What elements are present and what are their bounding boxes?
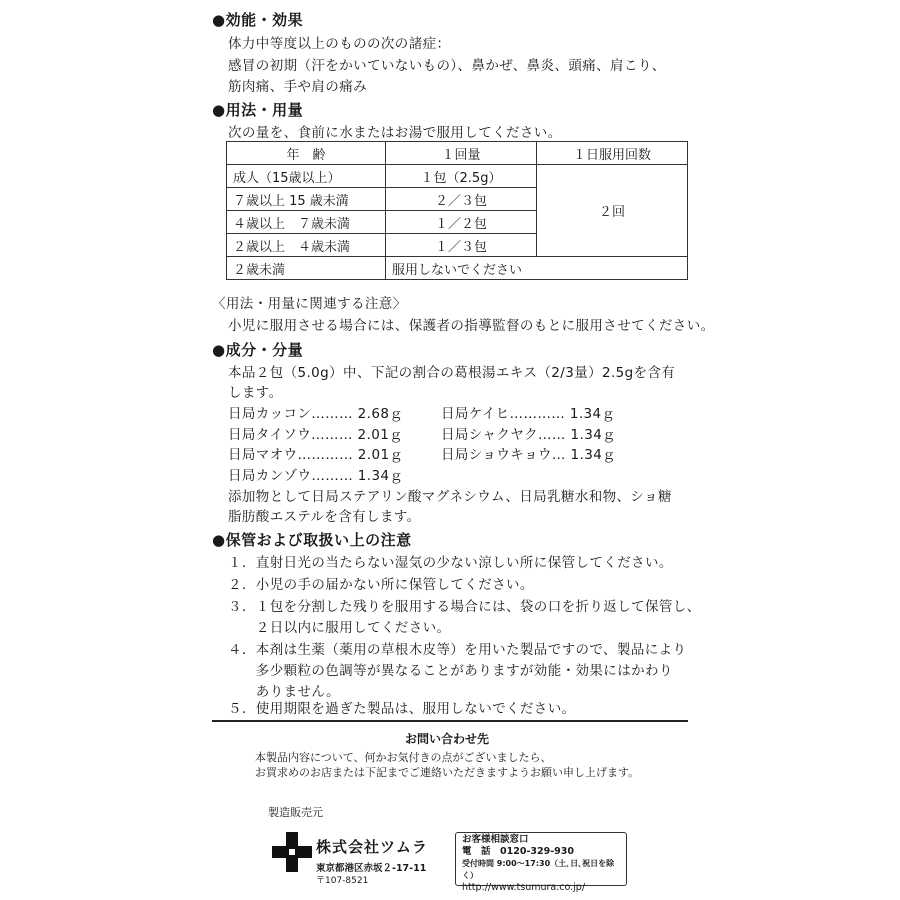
ingredients-intro: します。 [228, 385, 283, 401]
tsumura-logo-icon [272, 832, 312, 872]
ingredient-item: 日局シャクヤク…… 1.34ｇ [441, 427, 617, 443]
website-link[interactable]: http://www.tsumura.co.jp/ [462, 882, 586, 893]
table-cell-amount: １／３包 [386, 234, 537, 257]
table-cell-amount: １包（2.5g） [386, 165, 537, 188]
ingredient-item: 日局マオウ………… 2.01ｇ [228, 447, 404, 463]
table-cell-age: ４歳以上 ７歳未満 [227, 211, 386, 234]
dosage-table [226, 141, 688, 280]
ingredients-heading: ●成分・分量 [212, 341, 304, 359]
inquiry-heading: お問い合わせ先 [405, 732, 490, 746]
storage-line: ４．本剤は生薬（薬用の草根木皮等）を用いた製品ですので、製品により [228, 642, 687, 658]
table-cell-times: ２回 [537, 165, 688, 257]
table-cell-age: ２歳未満 [227, 257, 386, 280]
storage-line: １．直射日光の当たらない湿気の少ない涼しい所に保管してください。 [228, 555, 673, 571]
table-cell-amount: １／２包 [386, 211, 537, 234]
table-header-row [227, 142, 688, 165]
table-cell-amount: ２／３包 [386, 188, 537, 211]
ingredient-item: 日局ケイヒ………… 1.34ｇ [441, 406, 616, 422]
ingredient-item: 日局タイソウ……… 2.01ｇ [228, 427, 404, 443]
table-header: 年 齢 [227, 142, 386, 165]
ingredient-item: 日局カッコン……… 2.68ｇ [228, 406, 404, 422]
table-row [227, 165, 688, 188]
company-address: 東京都港区赤坂２-17-11 [316, 863, 427, 874]
storage-line: ２日以内に服用してください。 [228, 620, 451, 636]
customer-service-phone: 電 話 0120-329-930 [462, 846, 574, 857]
inquiry-line: 本製品内容について、何かお気付きの点がございましたら、 [255, 751, 552, 764]
table-cell-age: ７歳以上 15 歳未満 [227, 188, 386, 211]
dosage-note: 小児に服用させる場合には、保護者の指導監督のもとに服用させてください。 [228, 318, 715, 334]
efficacy-line: 筋肉痛、手や肩の痛み [228, 79, 367, 95]
dosage-intro: 次の量を、食前に水またはお湯で服用してください。 [228, 125, 562, 141]
ingredient-item: 日局ショウキョウ… 1.34ｇ [441, 447, 617, 463]
customer-service-title: お客様相談窓口 [462, 834, 529, 845]
table-cell-age: ２歳以上 ４歳未満 [227, 234, 386, 257]
table-row [227, 257, 688, 280]
table-header: １日服用回数 [537, 142, 688, 165]
company-postal: 〒107-8521 [316, 876, 369, 886]
ingredient-item: 日局カンゾウ……… 1.34ｇ [228, 468, 404, 484]
inquiry-line: お買求めのお店または下記までご連絡いただきますようお願い申し上げます。 [255, 766, 640, 779]
storage-line: ありません。 [228, 684, 341, 700]
additives-line: 脂肪酸エステルを含有します。 [228, 509, 421, 525]
storage-heading: ●保管および取扱い上の注意 [212, 531, 412, 549]
storage-line: ３．１包を分割した残りを服用する場合には、袋の口を折り返して保管し、 [228, 599, 701, 615]
customer-service-hours: 受付時間 9:00〜17:30（土､日､祝日を除く） [462, 859, 615, 880]
table-cell-note: 服用しないでください [386, 257, 688, 280]
efficacy-line: 体力中等度以上のものの次の諸症： [228, 36, 451, 52]
dosage-note-heading: 〈用法・用量に関連する注意〉 [212, 296, 407, 312]
storage-line: ５．使用期限を過ぎた製品は、服用しないでください。 [228, 701, 576, 717]
dosage-heading: ●用法・用量 [212, 101, 304, 119]
customer-service-box [455, 832, 627, 893]
efficacy-line: 感冒の初期（汗をかいていないもの）、鼻かぜ、鼻炎、頭痛、肩こり、 [228, 58, 666, 74]
table-cell-age: 成人（15歳以上） [227, 165, 386, 188]
additives-line: 添加物として日局ステアリン酸マグネシウム、日局乳糖水和物、ショ糖 [228, 489, 672, 505]
divider [212, 720, 688, 722]
storage-line: ２．小児の手の届かない所に保管してください。 [228, 577, 534, 593]
maker-label: 製造販売元 [268, 806, 323, 819]
company-name: 株式会社ツムラ [316, 838, 428, 856]
efficacy-heading: ●効能・効果 [212, 11, 304, 29]
ingredients-intro: 本品２包（5.0g）中、下記の割合の葛根湯エキス（2/3量）2.5gを含有 [228, 365, 676, 381]
table-header: １回量 [386, 142, 537, 165]
storage-line: 多少顆粒の色調等が異なることがありますが効能・効果にはかわり [228, 663, 673, 679]
